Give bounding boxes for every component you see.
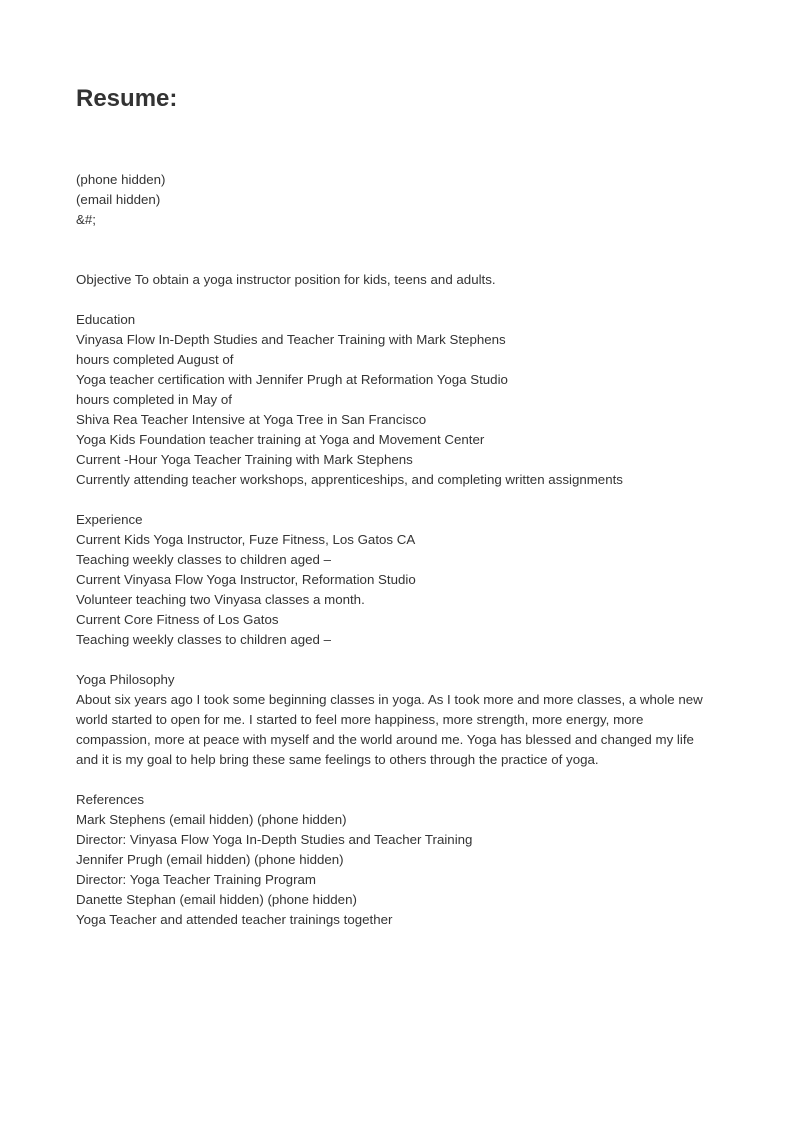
contact-block bbox=[76, 170, 165, 230]
contact-extra: &#; bbox=[76, 212, 96, 227]
experience-item: Teaching weekly classes to children aged – bbox=[76, 552, 332, 567]
education-heading: Education bbox=[76, 312, 136, 327]
section-spacer bbox=[76, 290, 716, 310]
experience-item: Current Kids Yoga Instructor, Fuze Fitness, Los Gatos CA bbox=[76, 532, 416, 547]
experience-item: Volunteer teaching two Vinyasa classes a month. bbox=[76, 592, 365, 607]
education-item: Yoga Kids Foundation teacher training at Yoga and Movement Center bbox=[76, 432, 485, 447]
reference-item: Jennifer Prugh (email hidden) (phone hidden) bbox=[76, 852, 344, 867]
reference-item: Director: Yoga Teacher Training Program bbox=[76, 872, 316, 887]
contact-email: (email hidden) bbox=[76, 192, 161, 207]
education-item: hours completed in May of bbox=[76, 392, 232, 407]
section-spacer bbox=[76, 650, 716, 670]
reference-item: Yoga Teacher and attended teacher trainings together bbox=[76, 912, 393, 927]
philosophy-section bbox=[76, 670, 716, 770]
education-item: Shiva Rea Teacher Intensive at Yoga Tree in San Francisco bbox=[76, 412, 427, 427]
reference-item: Mark Stephens (email hidden) (phone hidden) bbox=[76, 812, 347, 827]
contact-phone: (phone hidden) bbox=[76, 172, 166, 187]
resume-body bbox=[76, 270, 716, 930]
section-spacer bbox=[76, 770, 716, 790]
education-section bbox=[76, 310, 716, 490]
experience-item: Current Core Fitness of Los Gatos bbox=[76, 612, 279, 627]
philosophy-paragraph: About six years ago I took some beginning classes in yoga. As I took more and more classes, a whole new world started to open for me. I started to feel more happiness, more strength, more energy, more compassion, more at peace with myself and the world around me. Yoga has blessed and changed my life and it is my goal to help bring these same feelings to others through the practice of yoga. bbox=[76, 692, 703, 767]
page-title: Resume: bbox=[76, 85, 178, 112]
experience-item: Teaching weekly classes to children aged – bbox=[76, 632, 332, 647]
references-section bbox=[76, 790, 716, 930]
experience-item: Current Vinyasa Flow Yoga Instructor, Reformation Studio bbox=[76, 572, 416, 587]
reference-item: Danette Stephan (email hidden) (phone hidden) bbox=[76, 892, 357, 907]
education-item: Yoga teacher certification with Jennifer Prugh at Reformation Yoga Studio bbox=[76, 372, 508, 387]
objective-text: Objective To obtain a yoga instructor position for kids, teens and adults. bbox=[76, 272, 496, 287]
education-item: Current -Hour Yoga Teacher Training with Mark Stephens bbox=[76, 452, 413, 467]
education-item: hours completed August of bbox=[76, 352, 234, 367]
education-item: Vinyasa Flow In-Depth Studies and Teacher Training with Mark Stephens bbox=[76, 332, 506, 347]
experience-section bbox=[76, 510, 716, 650]
education-item: Currently attending teacher workshops, apprenticeships, and completing written assignments bbox=[76, 472, 623, 487]
philosophy-heading: Yoga Philosophy bbox=[76, 672, 175, 687]
reference-item: Director: Vinyasa Flow Yoga In-Depth Studies and Teacher Training bbox=[76, 832, 473, 847]
references-heading: References bbox=[76, 792, 144, 807]
experience-heading: Experience bbox=[76, 512, 143, 527]
section-spacer bbox=[76, 490, 716, 510]
